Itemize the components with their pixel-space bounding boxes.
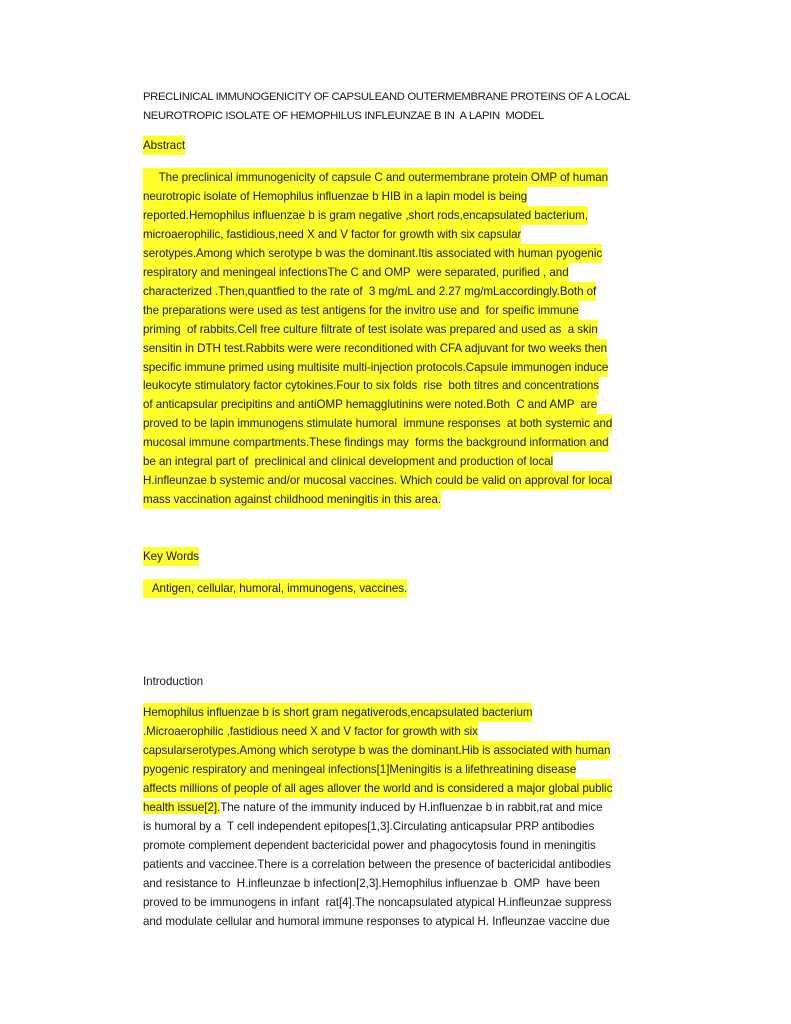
abstract-line: leukocyte stimulatory factor cytokines.Four to six folds rise both titres and concentrations (143, 376, 599, 395)
abstract-line: respiratory and meningeal infectionsThe C and OMP were separated, purified , and (143, 263, 569, 282)
title-line: NEUROTROPIC ISOLATE OF HEMOPHILUS INFLEUNZAE B IN A LAPIN MODEL (143, 110, 544, 122)
introduction-plain-fragment: The nature of the immunity induced by H.influenzae b in rabbit,rat and mice (220, 801, 603, 814)
introduction-mixed-line (143, 798, 602, 817)
introduction-highlighted-line: .Microaerophilic ,fastidious need X and V factor for growth with six (143, 722, 478, 741)
abstract-line: H.infleunzae b systemic and/or mucosal vaccines. Which could be valid on approval for local (143, 471, 612, 490)
title-line: PRECLINICAL IMMUNOGENICITY OF CAPSULEAND OUTERMEMBRANE PROTEINS OF A LOCAL (143, 91, 630, 103)
abstract-line: priming of rabbits.Cell free culture filtrate of test isolate was prepared and used as a skin (143, 320, 598, 339)
abstract-line: serotypes.Among which serotype b was the dominant.Itis associated with human pyogenic (143, 244, 602, 263)
abstract-line: characterized .Then,quantfied to the rate of 3 mg/mL and 2.27 mg/mLaccordingly.Both of (143, 282, 596, 301)
introduction-line: and resistance to H.infleunzae b infection[2,3].Hemophilus influenzae b OMP have been (143, 877, 600, 890)
introduction-line: and modulate cellular and humoral immune responses to atypical H. Infleunzae vaccine due (143, 915, 610, 928)
introduction-line: promote complement dependent bactericidal power and phagocytosis found in meningitis (143, 839, 596, 852)
abstract-line: The preclinical immunogenicity of capsule C and outermembrane protein OMP of human (143, 168, 608, 187)
introduction-heading: Introduction (143, 675, 203, 688)
abstract-line: mass vaccination against childhood meningitis in this area. (143, 490, 441, 509)
introduction-line: is humoral by a T cell independent epitopes[1,3].Circulating anticapsular PRP antibodies (143, 820, 595, 833)
introduction-line: proved to be immunogens in infant rat[4].The noncapsulated atypical H.infleunzae suppress (143, 896, 612, 909)
abstract-line: reported.Hemophilus influenzae b is gram negative ,short rods,encapsulated bacterium, (143, 206, 588, 225)
abstract-line: sensitin in DTH test.Rabbits were were reconditioned with CFA adjuvant for two weeks then (143, 339, 607, 358)
introduction-highlighted-line: Hemophilus influenzae b is short gram negativerods,encapsulated bacterium (143, 703, 532, 722)
introduction-highlighted-line: capsularserotypes.Among which serotype b was the dominant.Hib is associated with human (143, 741, 610, 760)
abstract-line: of anticapsular precipitins and antiOMP hemagglutinins were noted.Both C and AMP are (143, 395, 597, 414)
abstract-line: the preparations were used as test antigens for the invitro use and for speific immune (143, 301, 579, 320)
abstract-line: specific immune primed using multisite multi-injection protocols.Capsule immunogen induce (143, 358, 608, 377)
keywords-heading: Key Words (143, 547, 199, 566)
abstract-line: proved to be lapin immunogens stimulate humoral immune responses at both systemic and (143, 414, 612, 433)
abstract-line: microaerophilic, fastidious,need X and V factor for growth with six capsular (143, 225, 521, 244)
abstract-line: be an integral part of preclinical and clinical development and production of local (143, 452, 553, 471)
keywords-text: Antigen, cellular, humoral, immunogens, vaccines. (143, 579, 407, 598)
introduction-highlighted-line: affects millions of people of all ages allover the world and is considered a major global public (143, 779, 612, 798)
introduction-highlighted-fragment: health issue[2]. (143, 801, 221, 814)
introduction-line: patients and vaccinee.There is a correlation between the presence of bactericidal antibodies (143, 858, 611, 871)
abstract-line: mucosal immune compartments.These findings may forms the background information and (143, 433, 609, 452)
introduction-highlighted-line: pyogenic respiratory and meningeal infections[1]Meningitis is a lifethreatining disease (143, 760, 576, 779)
abstract-heading: Abstract (143, 136, 185, 155)
abstract-line: neurotropic isolate of Hemophilus influenzae b HIB in a lapin model is being (143, 187, 527, 206)
